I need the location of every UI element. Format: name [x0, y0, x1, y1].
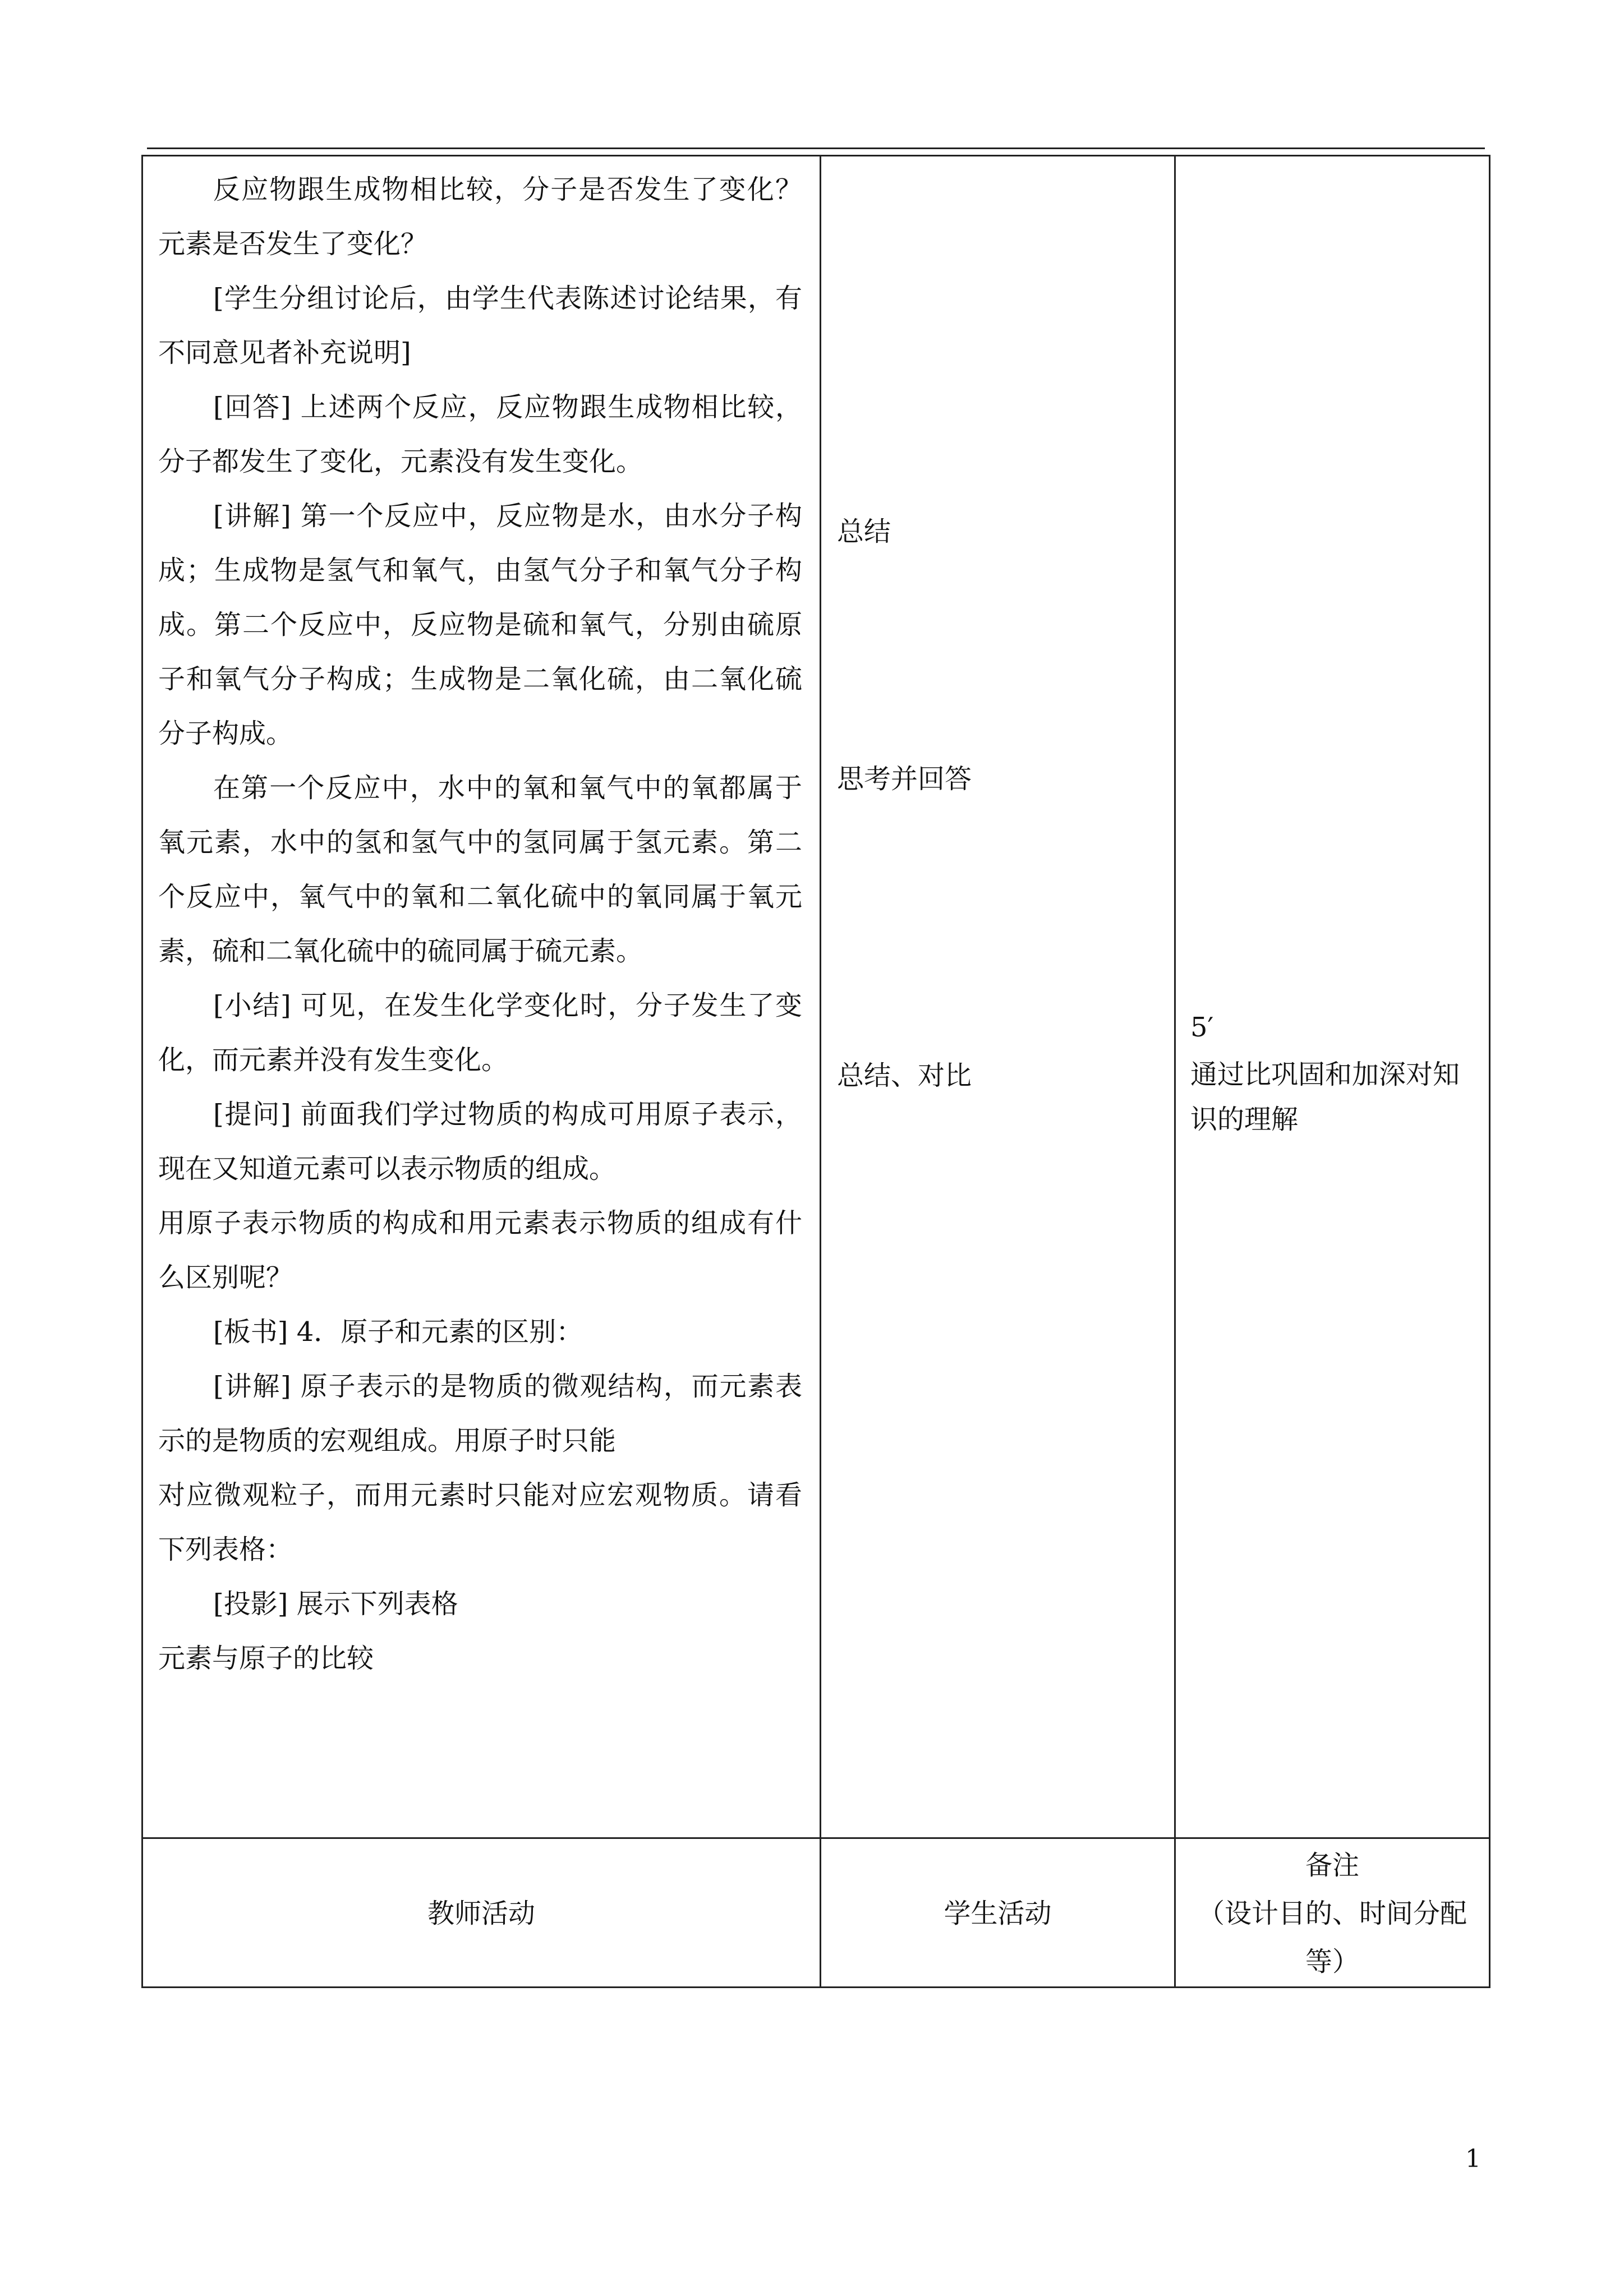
teacher-paragraph: 反应物跟生成物相比较，分子是否发生了变化？元素是否发生了变化？	[158, 174, 802, 260]
header-teacher-activity: 教师活动	[427, 1898, 535, 1929]
remark-purpose: 通过比巩固和加深对知识的理解	[1190, 1059, 1460, 1135]
teacher-activity-cell	[158, 163, 802, 1686]
table-border-top	[141, 155, 1490, 156]
table-border-right	[1489, 155, 1490, 1988]
student-activity-summary-compare: 总结、对比	[837, 1060, 972, 1091]
teacher-paragraph: [板书] 4．原子和元素的区别：	[213, 1316, 583, 1348]
table-border-column-1	[820, 155, 821, 1988]
teacher-paragraph: [回答] 上述两个反应，反应物跟生成物相比较，分子都发生了变化，元素没有发生变化。	[158, 391, 802, 477]
teacher-paragraph: 元素与原子的比较	[158, 1643, 374, 1674]
table-border-column-2	[1174, 155, 1176, 1988]
teacher-paragraph: 用原子表示物质的构成和用元素表示物质的组成有什么区别呢？	[158, 1207, 802, 1293]
teacher-paragraph: [讲解] 原子表示的是物质的微观结构，而元素表示的是物质的宏观组成。用原子时只能	[158, 1371, 802, 1456]
student-activity-think-answer: 思考并回答	[837, 763, 972, 795]
teacher-paragraph: [讲解] 第一个反应中，反应物是水，由水分子构成；生成物是氢气和氧气，由氢气分子和氧气分子构成。第二个反应中，反应物是硫和氧气，分别由硫原子和氧气分子构成；生成物是二氧化硫，由二氧化硫分子构成。	[158, 500, 802, 749]
header-rule	[147, 147, 1485, 149]
header-student-activity: 学生活动	[944, 1898, 1052, 1929]
header-remarks-detail: （设计目的、时间分配等）	[1197, 1898, 1467, 1977]
student-activity-summary: 总结	[837, 516, 891, 547]
page-number: 1	[1465, 2145, 1481, 2173]
teacher-paragraph: [提问] 前面我们学过物质的构成可用原子表示，现在又知道元素可以表示物质的组成。	[158, 1099, 802, 1184]
header-remarks-title: 备注	[1305, 1850, 1359, 1881]
remark-time: 5′	[1190, 1012, 1214, 1043]
teacher-paragraph: [投影] 展示下列表格	[213, 1588, 458, 1620]
table-border-middle	[141, 1837, 1490, 1839]
teacher-paragraph: 在第一个反应中，水中的氧和氧气中的氧都属于氧元素，水中的氢和氢气中的氢同属于氢元素。第二个反应中，氧气中的氧和二氧化硫中的氧同属于氧元素，硫和二氧化硫中的硫同属于硫元素。	[158, 772, 802, 967]
table-border-left	[141, 155, 143, 1988]
teacher-paragraph: [小结] 可见，在发生化学变化时，分子发生了变化，而元素并没有发生变化。	[158, 990, 802, 1076]
table-border-bottom	[141, 1986, 1490, 1988]
teacher-paragraph: [学生分组讨论后，由学生代表陈述讨论结果，有不同意见者补充说明]	[158, 283, 802, 368]
teacher-paragraph: 对应微观粒子，而用元素时只能对应宏观物质。请看下列表格：	[158, 1479, 802, 1565]
